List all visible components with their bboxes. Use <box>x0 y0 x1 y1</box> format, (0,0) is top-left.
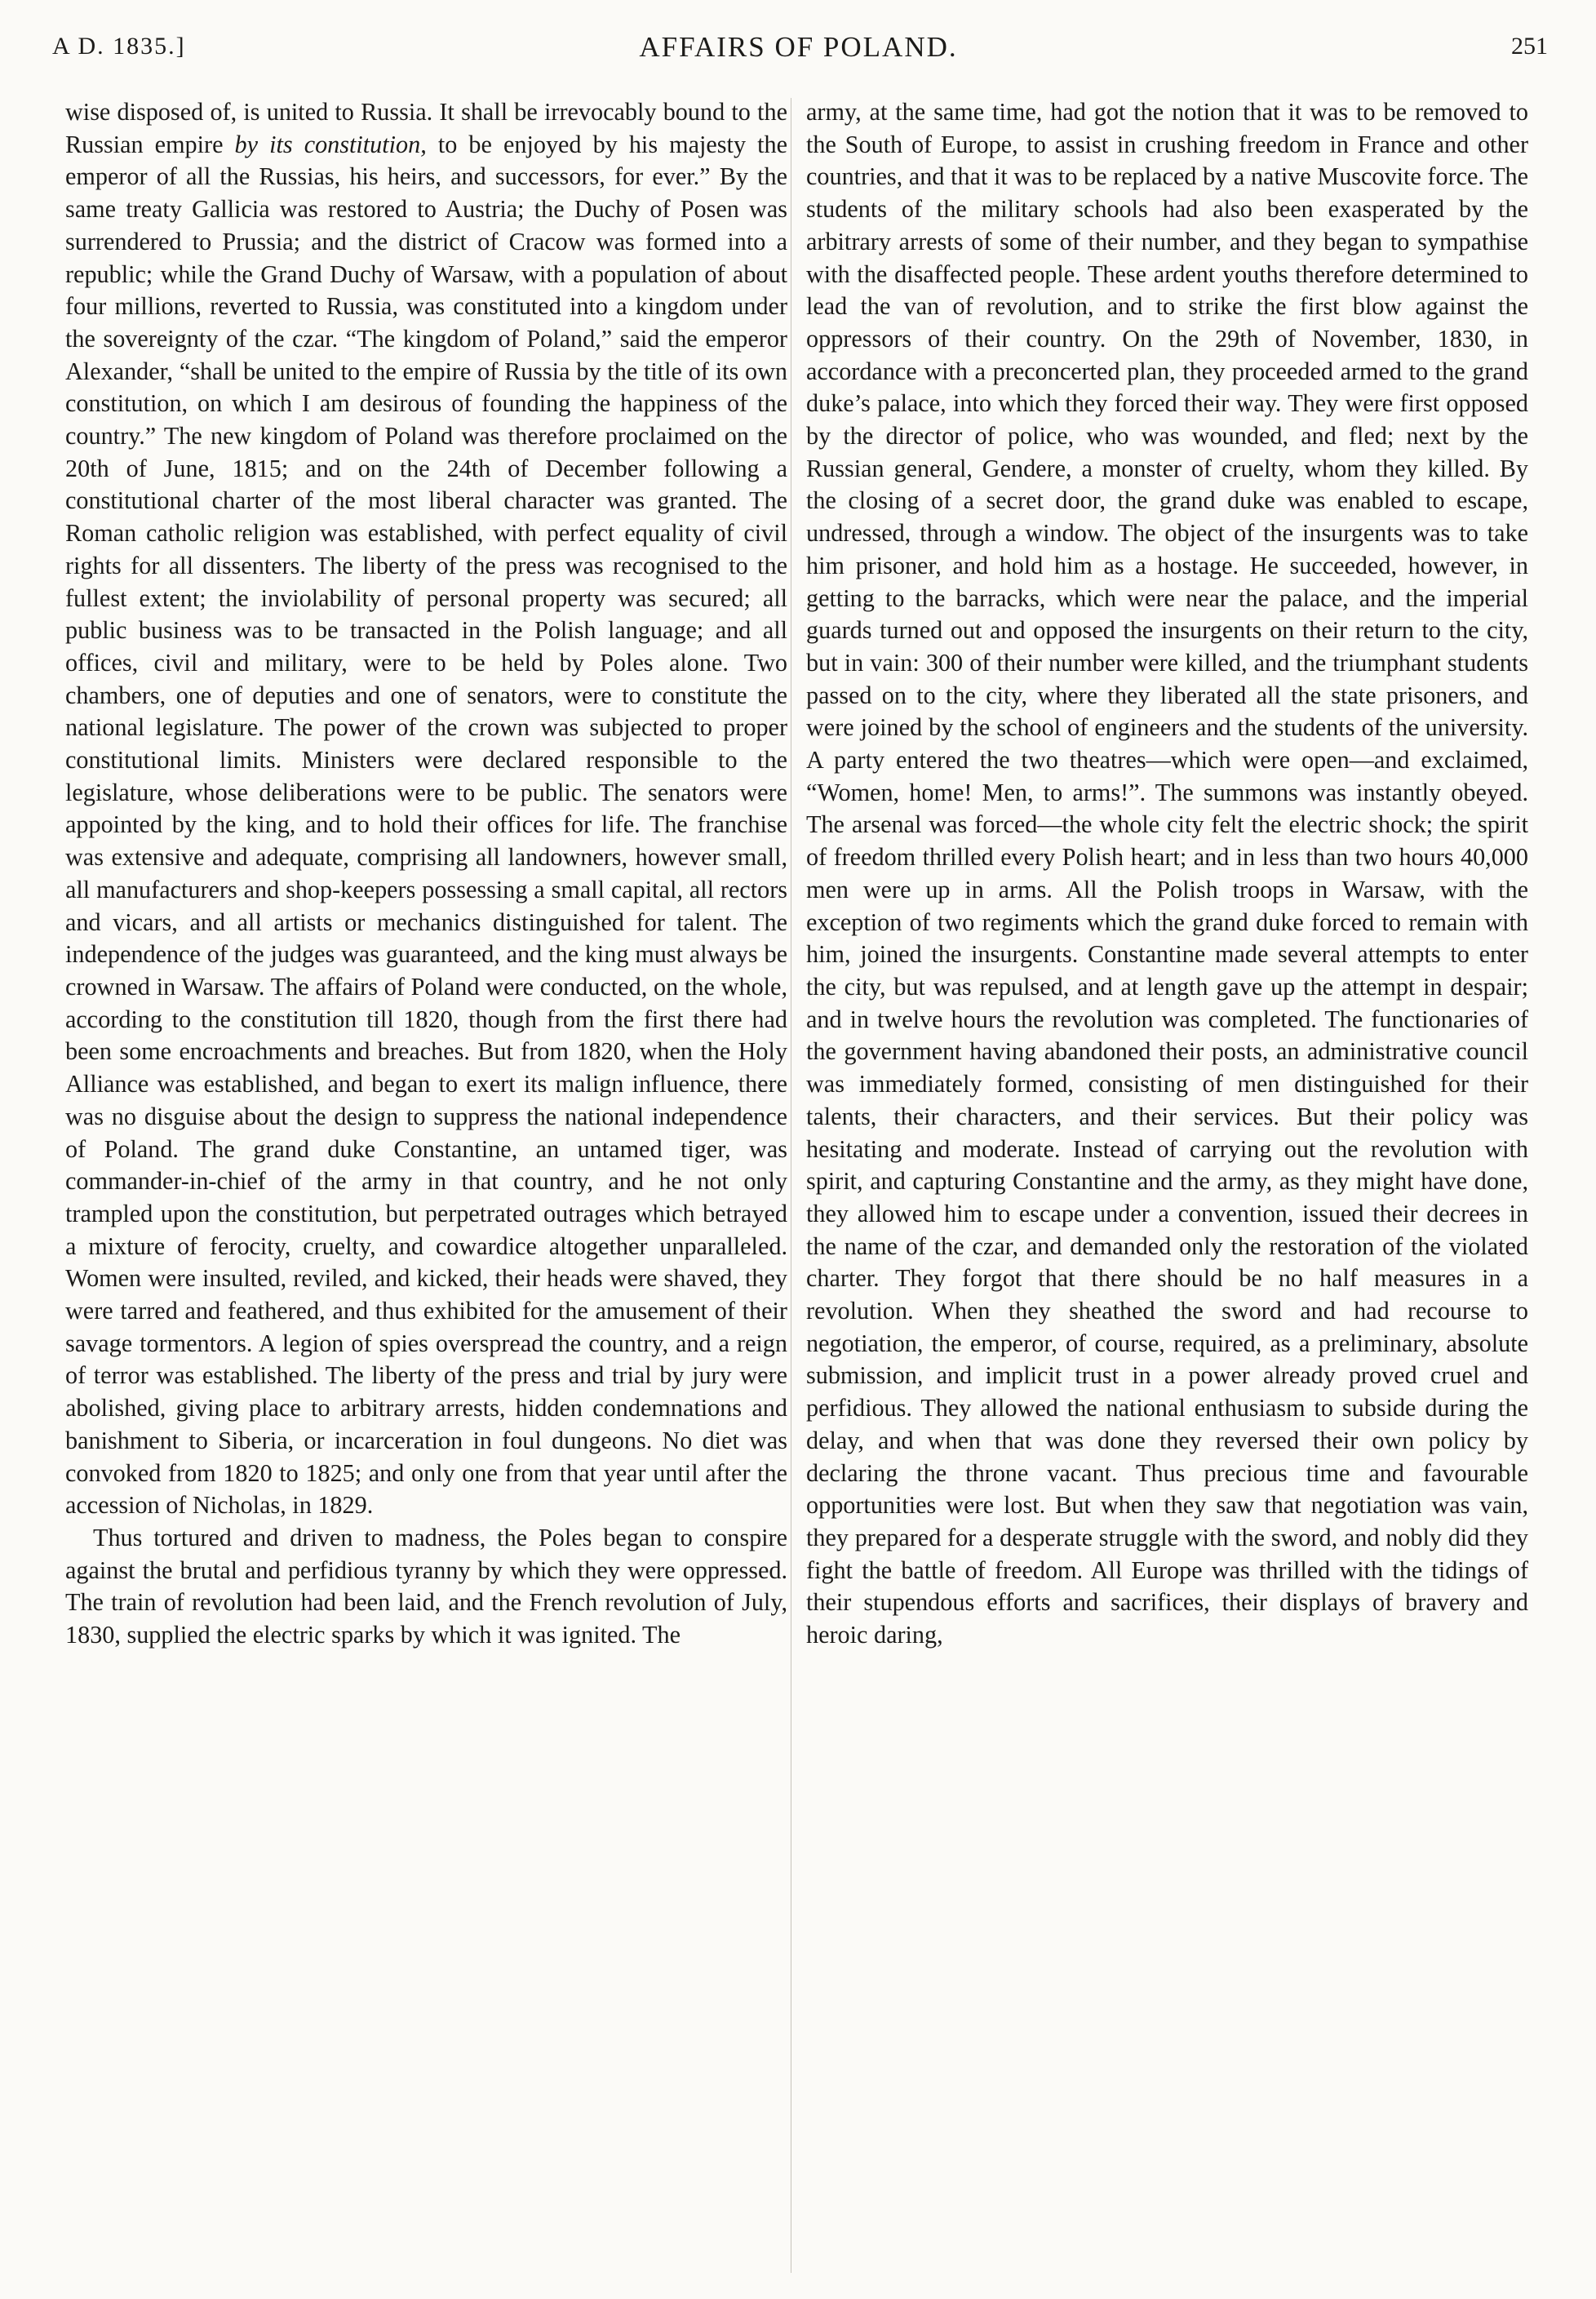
right-paragraph-1: army, at the same time, had got the notion that it was to be removed to the South of Europe, to assist in crushing freedom in France and other countries, and that it was to be replaced by a native Muscovite force. The students of the military schools had also been exasperated by the arbitrary arrests of some of their number, and they began to sympathise with the disaffected people. These ardent youths therefore determined to lead the van of revolution, and to strike the first blow against the oppressors of their country. On the 29th of November, 1830, in accordance with a preconcerted plan, they proceeded armed to the grand duke’s palace, into which they forced their way. They were first opposed by the director of police, who was wounded, and fled; next by the Russian general, Gendere, a monster of cruelty, whom they killed. By the closing of a secret door, the grand duke was enabled to escape, undressed, through a window. The object of the insurgents was to take him prisoner, and hold him as a hostage. He succeeded, however, in getting to the barracks, which were near the palace, and the imperial guards turned out and opposed the insurgents on their return to the city, but in vain: 300 of their number were killed, and the triumphant students passed on to the city, where they liberated all the state prisoners, and were joined by the school of engineers and the students of the university. A party entered the two theatres—which were open—and exclaimed, “Women, home! Men, to arms!”. The summons was instantly obeyed. The arsenal was forced—the whole city felt the electric shock; the spirit of freedom thrilled every Polish heart; and in less than two hours 40,000 men were up in arms. All the Polish troops in Warsaw, with the exception of two regiments which the grand duke forced to remain with him, joined the insurgents. Constantine made several attempts to enter the city, but was repulsed, and at length gave up the attempt in despair; and in twelve hours the revolution was completed. The functionaries of the government having abandoned their posts, an administrative council was immediately formed, consisting of men distinguished for their talents, their characters, and their services. But their policy was hesitating and moderate. Instead of carrying out the revolution with spirit, and capturing Constantine and the army, as they might have done, they allowed him to escape under a convention, issued their decrees in the name of the czar, and demanded only the restoration of the violated charter. They forgot that there should be no half measures in a revolution. When they sheathed the sword and had recourse to negotiation, the emperor, of course, required, as a preliminary, absolute submission, and implicit trust in a power already proved cruel and perfidious. They allowed the national enthusiasm to subside during the delay, and when that was done they reversed their own policy by declaring the throne vacant. Thus precious time and favourable opportunities were lost. But when they saw that negotiation was vain, they prepared for a desperate struggle with the sword, and nobly did they fight the battle of freedom. All Europe was thrilled with the tidings of their stupendous efforts and sacrifices, their displays of bravery and heroic daring, <box>806 98 1528 1649</box>
left-paragraph-1-text-a: wise disposed of, is united to Russia. It shall be irrevocably bound to the Russian empire <box>65 98 787 158</box>
page-number: 251 <box>1511 33 1548 60</box>
left-paragraph-1 <box>65 96 787 1522</box>
left-column <box>65 96 787 1652</box>
left-paragraph-2: Thus tortured and driven to madness, the Poles began to conspire against the brutal and perfidious tyranny by which they were oppressed. The train of revolution had been laid, and the French revolution of July, 1830, supplied the electric sparks by which it was ignited. The <box>65 1523 787 1649</box>
header-title: AFFAIRS OF POLAND. <box>639 31 958 63</box>
right-column <box>806 96 1528 1652</box>
header-date: A D. 1835.] <box>52 33 186 60</box>
left-paragraph-1-text-b: to be enjoyed by his majesty the emperor of all the Russias, his heirs, and successors, for ever.” By the same treaty Gallicia was restored to Austria; the Duchy of Posen was surrendered to Prussia; and the district of Cracow was formed into a republic; while the Grand Duchy of Warsaw, with a population of about four millions, reverted to Russia, was constituted into a kingdom under the sovereignty of the czar. “The kingdom of Poland,” said the emperor Alexander, “shall be united to the empire of Russia by the title of its own constitution, on which I am desirous of founding the happiness of the country.” The new kingdom of Poland was therefore proclaimed on the 20th of June, 1815; and on the 24th of December following a constitutional charter of the most liberal character was granted. The Roman catholic religion was established, with perfect equality of civil rights for all dissenters. The liberty of the press was recognised to the fullest extent; the inviolability of personal property was secured; all public business was to be transacted in the Polish language; and all offices, civil and military, were to be held by Poles alone. Two chambers, one of deputies and one of senators, were to constitute the national legislature. The power of the crown was subjected to proper constitutional limits. Ministers were declared responsible to the legislature, whose deliberations were to be public. The senators were appointed by the king, and to hold their offices for life. The franchise was extensive and adequate, comprising all landowners, however small, all manufacturers and shop-keepers possessing a small capital, all rectors and vicars, and all artists or mechanics distinguished for talent. The independence of the judges was guaranteed, and the king must always be crowned in Warsaw. The affairs of Poland were conducted, on the whole, according to the constitution till 1820, though from the first there had been some encroachments and breaches. But from 1820, when the Holy Alliance was established, and began to exert its malign influence, there was no disguise about the design to suppress the national independence of Poland. The grand duke Constantine, an untamed tiger, was commander-in-chief of the army in that country, and he not only trampled upon the constitution, but perpetrated outrages which betrayed a mixture of ferocity, cruelty, and cowardice altogether unparalleled. Women were insulted, reviled, and kicked, their heads were shaved, they were tarred and feathered, and thus exhibited for the amusement of their savage tormentors. A legion of spies overspread the country, and a reign of terror was established. The liberty of the press and trial by jury were abolished, giving place to arbitrary arrests, hidden condemnations and banishment to Siberia, or incarceration in foul dungeons. No diet was convoked from 1820 to 1825; and only one from that year until after the accession of Nicholas, in 1829. <box>65 130 787 1520</box>
left-paragraph-1-italic: by its constitution, <box>234 130 427 158</box>
running-header <box>46 33 1551 82</box>
